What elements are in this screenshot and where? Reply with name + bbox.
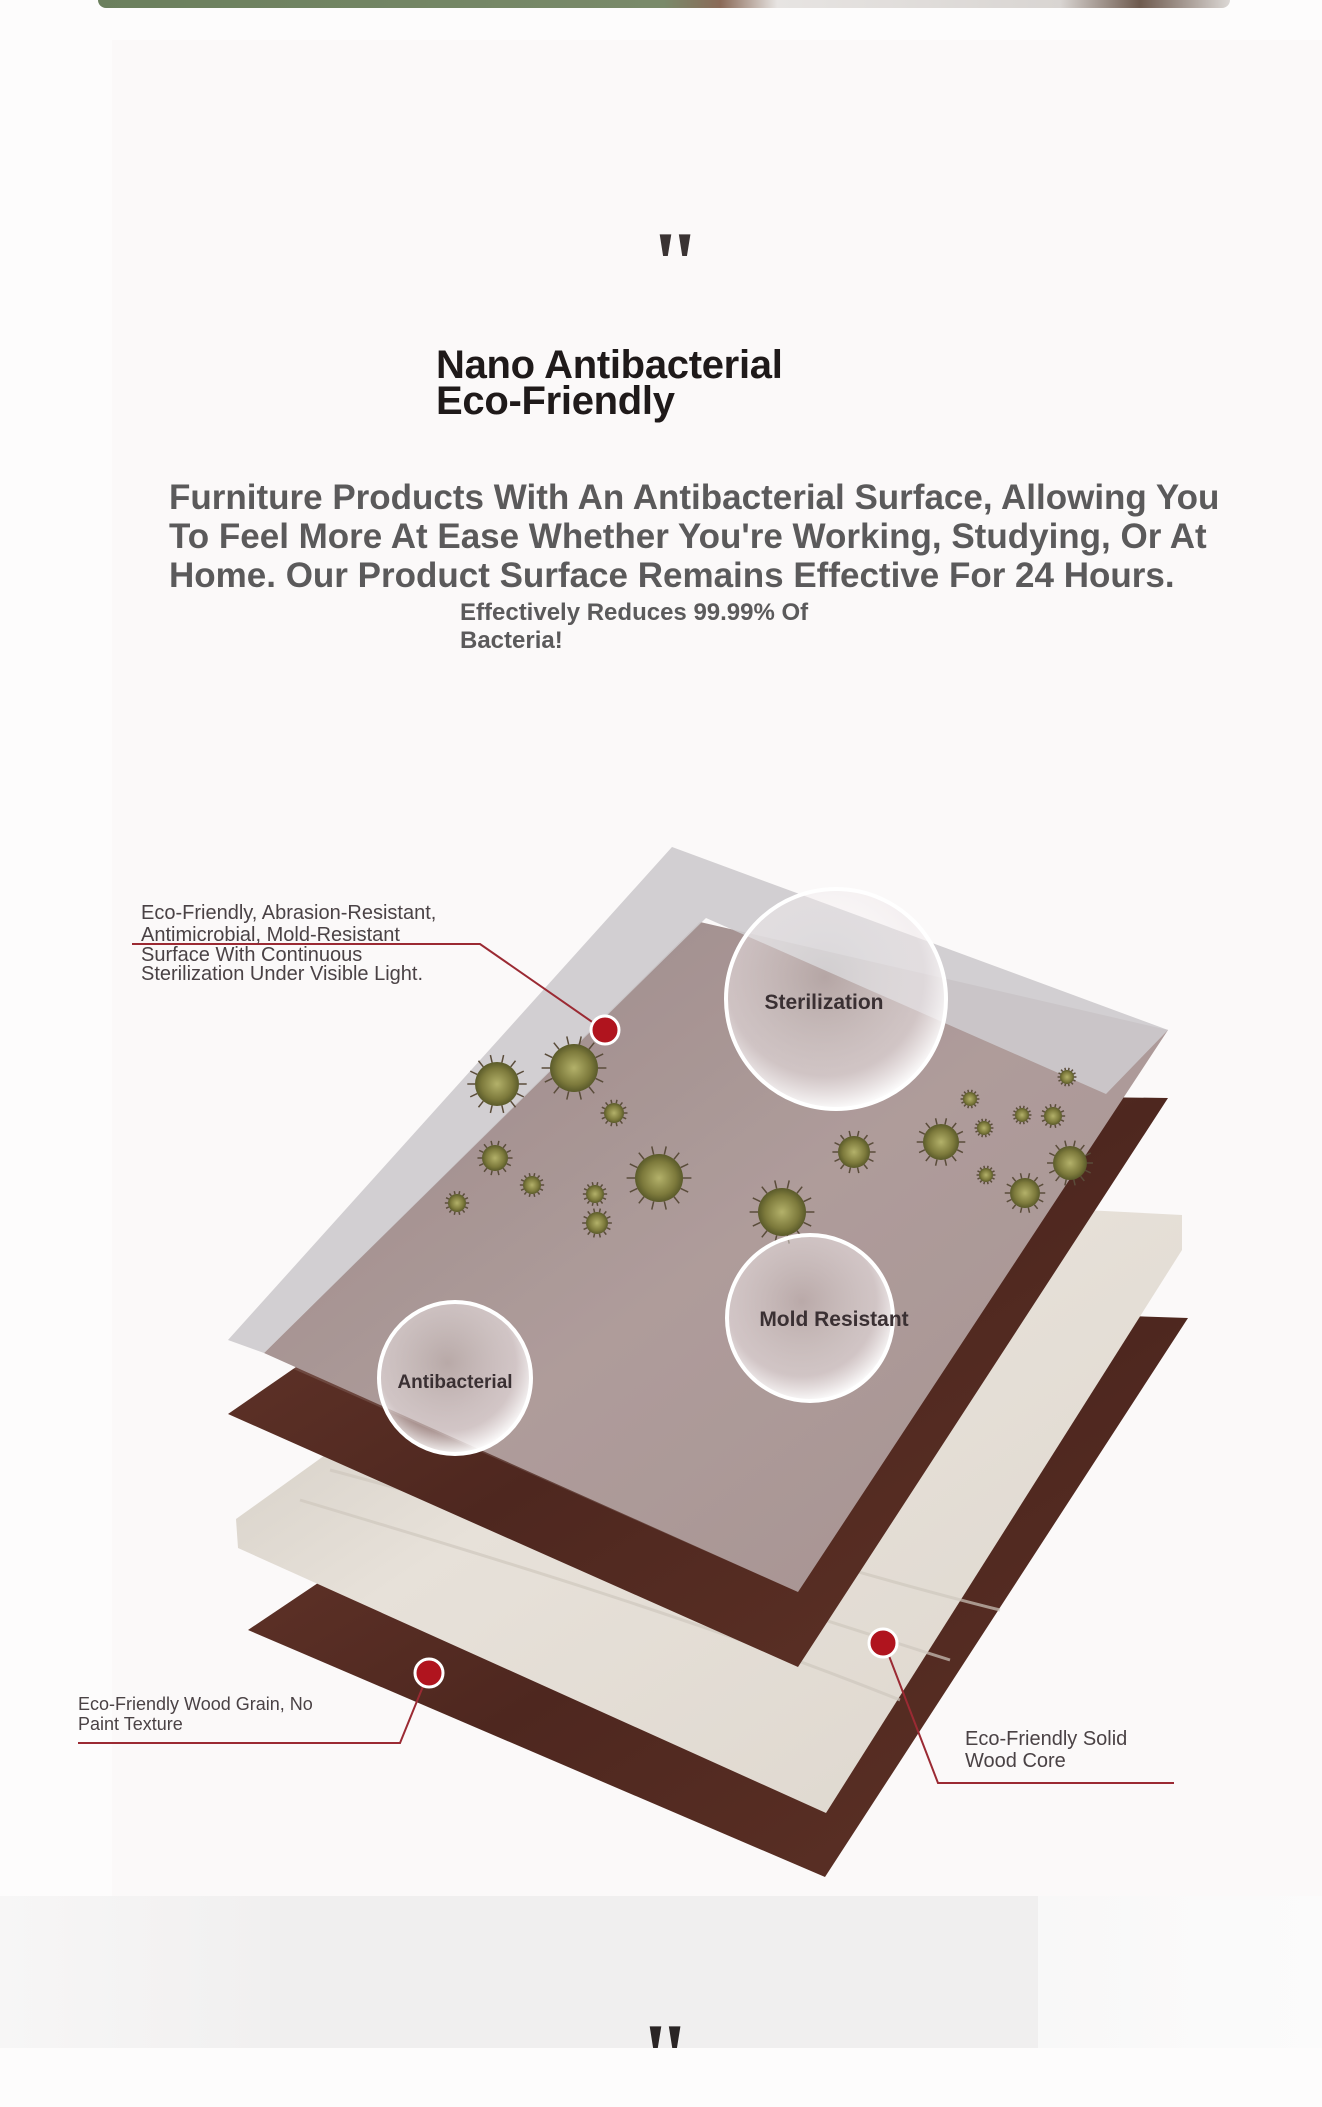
quote-mark: ": [649, 213, 701, 315]
sterilization-label: Sterilization: [764, 991, 884, 1014]
callout-wood-core-text: [965, 1728, 1127, 1772]
headline-line-1: Nano Antibacterial: [436, 343, 783, 387]
callout-surface-line-4: Sterilization Under Visible Light.: [141, 963, 424, 985]
sub-line-1: Effectively Reduces 99.99% Of: [460, 599, 809, 626]
product-photo-edge: [98, 0, 1230, 8]
callout-dot-top: [591, 1016, 619, 1044]
callout-wood-core-line-2: Wood Core: [965, 1750, 1066, 1772]
callout-dot-bottom-right: [869, 1629, 897, 1657]
callout-wood-grain-text: [78, 1694, 313, 1734]
mold-resistant-label: Mold Resistant: [759, 1308, 909, 1331]
sub-line-2: Bacteria!: [460, 627, 563, 654]
callout-surface-line-1: Eco-Friendly, Abrasion-Resistant,: [141, 902, 437, 924]
callout-dot-bottom-left: [415, 1659, 443, 1687]
antibacterial-label: Antibacterial: [397, 1372, 513, 1393]
lead-paragraph: Furniture Products With An Antibacterial Surface, Allowing You To Feel More At Ease Whether You're Working, Studying, Or At Home. Our Product Surface Remains Effective For 24 Hours.: [169, 478, 1220, 595]
section-headline: [436, 343, 896, 423]
headline-line-2: Eco-Friendly: [436, 379, 675, 423]
next-quote-mark: ": [639, 2005, 691, 2107]
bacteria-reduction-note: [460, 599, 880, 655]
callout-wood-core-line-1: Eco-Friendly Solid: [965, 1728, 1128, 1750]
callout-surface-line-2: Antimicrobial, Mold-Resistant: [141, 924, 400, 946]
callout-wood-grain-line-2: Paint Texture: [78, 1714, 183, 1734]
callout-surface-text: [141, 902, 436, 984]
callout-surface-line-3: Surface With Continuous: [141, 944, 363, 966]
callout-wood-grain-line-1: Eco-Friendly Wood Grain, No: [78, 1694, 313, 1714]
